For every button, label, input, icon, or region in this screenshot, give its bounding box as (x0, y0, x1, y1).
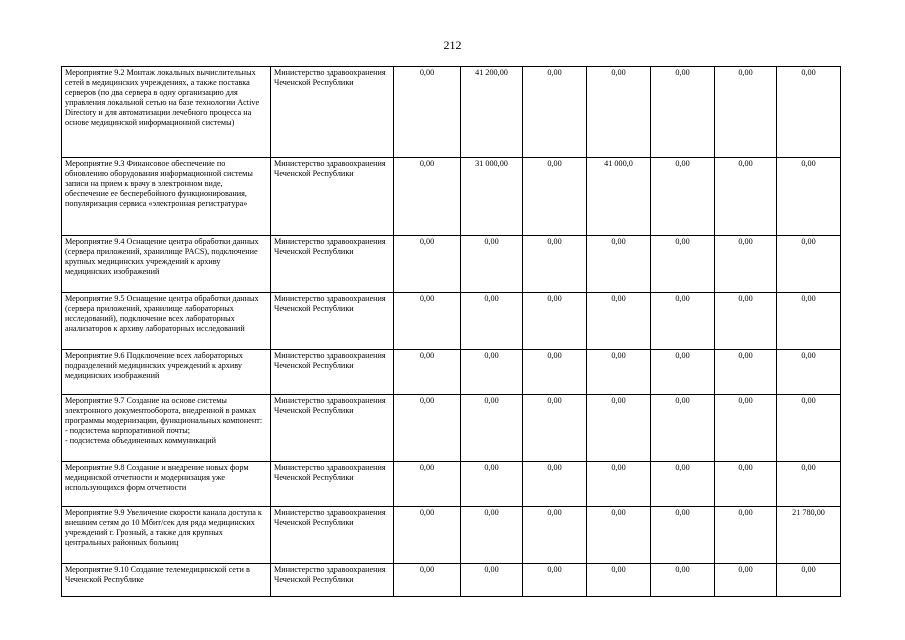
activity-cell: Мероприятие 9.5 Оснащение центра обработки данных (сервера приложений, хранилище лабораторных исследований), подключение всех лабораторных анализаторов к архиву лабораторных исследований (62, 293, 271, 350)
table-row (62, 67, 841, 158)
executor-cell: Министерство здравоохранения Чеченской Республики (271, 462, 394, 507)
value-cell: 0,00 (523, 236, 587, 293)
value-cell: 0,00 (461, 395, 523, 462)
executor-cell: Министерство здравоохранения Чеченской Республики (271, 507, 394, 564)
value-cell: 0,00 (461, 236, 523, 293)
value-cell: 0,00 (587, 564, 651, 597)
activity-cell: Мероприятие 9.9 Увеличение скорости канала доступа к внешним сетям до 10 Мбит/сек для ряда медицинских учреждений г. Грозный, а также для крупных центральных районных больниц (62, 507, 271, 564)
value-cell: 0,00 (651, 395, 715, 462)
activity-cell: Мероприятие 9.8 Создание и внедрение новых форм медицинской отчетности и модернизация уже использующихся форм отчетности (62, 462, 271, 507)
activity-cell: Мероприятие 9.2 Монтаж локальных вычислительных сетей в медицинских учреждениях, а также поставка серверов (по два сервера в одну организацию для управления локальной сетью на базе технологии Active Directory и для автоматизации лечебного процесса на основе медицинской информационной системы) (62, 67, 271, 158)
value-cell: 0,00 (651, 564, 715, 597)
value-cell: 0,00 (461, 293, 523, 350)
value-cell: 0,00 (461, 462, 523, 507)
value-cell: 0,00 (394, 293, 461, 350)
value-cell: 0,00 (777, 350, 841, 395)
value-cell: 0,00 (587, 67, 651, 158)
value-cell: 0,00 (461, 564, 523, 597)
value-cell: 0,00 (394, 236, 461, 293)
activity-cell: Мероприятие 9.6 Подключение всех лабораторных подразделений медицинских учреждений к архиву медицинских изображений (62, 350, 271, 395)
value-cell: 0,00 (777, 67, 841, 158)
value-cell: 0,00 (587, 507, 651, 564)
table-row (62, 350, 841, 395)
table-row (62, 507, 841, 564)
value-cell: 0,00 (651, 462, 715, 507)
funding-table (61, 66, 841, 597)
table-body (62, 67, 841, 597)
value-cell: 0,00 (777, 462, 841, 507)
value-cell: 0,00 (715, 395, 777, 462)
value-cell: 0,00 (394, 462, 461, 507)
value-cell: 0,00 (461, 507, 523, 564)
value-cell: 0,00 (777, 236, 841, 293)
value-cell: 0,00 (715, 564, 777, 597)
value-cell: 0,00 (715, 462, 777, 507)
value-cell: 0,00 (651, 507, 715, 564)
executor-cell: Министерство здравоохранения Чеченской Республики (271, 236, 394, 293)
table-row (62, 236, 841, 293)
value-cell: 0,00 (651, 350, 715, 395)
executor-cell: Министерство здравоохранения Чеченской Республики (271, 67, 394, 158)
activity-cell: Мероприятие 9.10 Создание телемедицинской сети в Чеченской Республике (62, 564, 271, 597)
executor-cell: Министерство здравоохранения Чеченской Республики (271, 293, 394, 350)
executor-cell: Министерство здравоохранения Чеченской Республики (271, 564, 394, 597)
value-cell: 0,00 (394, 564, 461, 597)
activity-cell: Мероприятие 9.3 Финансовое обеспечение по обновлению оборудования информационной системы записи на прием к врачу в электронном виде, обеспечение ее бесперебойного функционирования, популяризация сервиса «электронная регистратура» (62, 158, 271, 236)
value-cell: 0,00 (523, 293, 587, 350)
value-cell: 0,00 (715, 236, 777, 293)
value-cell: 0,00 (651, 158, 715, 236)
value-cell: 0,00 (715, 350, 777, 395)
value-cell: 0,00 (523, 507, 587, 564)
value-cell: 0,00 (777, 293, 841, 350)
value-cell: 0,00 (523, 395, 587, 462)
value-cell: 0,00 (715, 67, 777, 158)
value-cell: 0,00 (523, 158, 587, 236)
executor-cell: Министерство здравоохранения Чеченской Республики (271, 158, 394, 236)
table-row (62, 564, 841, 597)
value-cell: 0,00 (523, 350, 587, 395)
value-cell: 0,00 (394, 395, 461, 462)
value-cell: 0,00 (587, 462, 651, 507)
value-cell: 0,00 (394, 350, 461, 395)
value-cell: 0,00 (587, 293, 651, 350)
value-cell: 0,00 (715, 507, 777, 564)
activity-cell: Мероприятие 9.4 Оснащение центра обработки данных (сервера приложений, хранилище PACS), подключение крупных медицинских учреждений к архиву медицинских изображений (62, 236, 271, 293)
value-cell: 0,00 (651, 236, 715, 293)
value-cell: 0,00 (777, 158, 841, 236)
value-cell: 0,00 (715, 293, 777, 350)
table-row (62, 293, 841, 350)
executor-cell: Министерство здравоохранения Чеченской Республики (271, 395, 394, 462)
value-cell: 0,00 (523, 67, 587, 158)
page-number: 212 (443, 38, 462, 52)
value-cell: 0,00 (587, 395, 651, 462)
value-cell: 0,00 (715, 158, 777, 236)
value-cell: 0,00 (587, 236, 651, 293)
table-row (62, 158, 841, 236)
value-cell: 0,00 (587, 350, 651, 395)
executor-cell: Министерство здравоохранения Чеченской Республики (271, 350, 394, 395)
value-cell: 0,00 (777, 564, 841, 597)
value-cell: 0,00 (394, 507, 461, 564)
activity-cell: Мероприятие 9.7 Создание на основе системы электронного документооборота, внедренной в рамках программы модернизации, функциональных компонент: - подсистема корпоративной почты; - подсистема объединенных коммуникаций (62, 395, 271, 462)
value-cell: 0,00 (394, 67, 461, 158)
table-row (62, 395, 841, 462)
value-cell: 0,00 (394, 158, 461, 236)
value-cell: 0,00 (651, 67, 715, 158)
value-cell: 0,00 (523, 462, 587, 507)
value-cell: 0,00 (523, 564, 587, 597)
value-cell: 31 000,00 (461, 158, 523, 236)
value-cell: 0,00 (777, 395, 841, 462)
value-cell: 0,00 (461, 350, 523, 395)
value-cell: 21 780,00 (777, 507, 841, 564)
value-cell: 0,00 (651, 293, 715, 350)
value-cell: 41 200,00 (461, 67, 523, 158)
table-row (62, 462, 841, 507)
value-cell: 41 000,0 (587, 158, 651, 236)
